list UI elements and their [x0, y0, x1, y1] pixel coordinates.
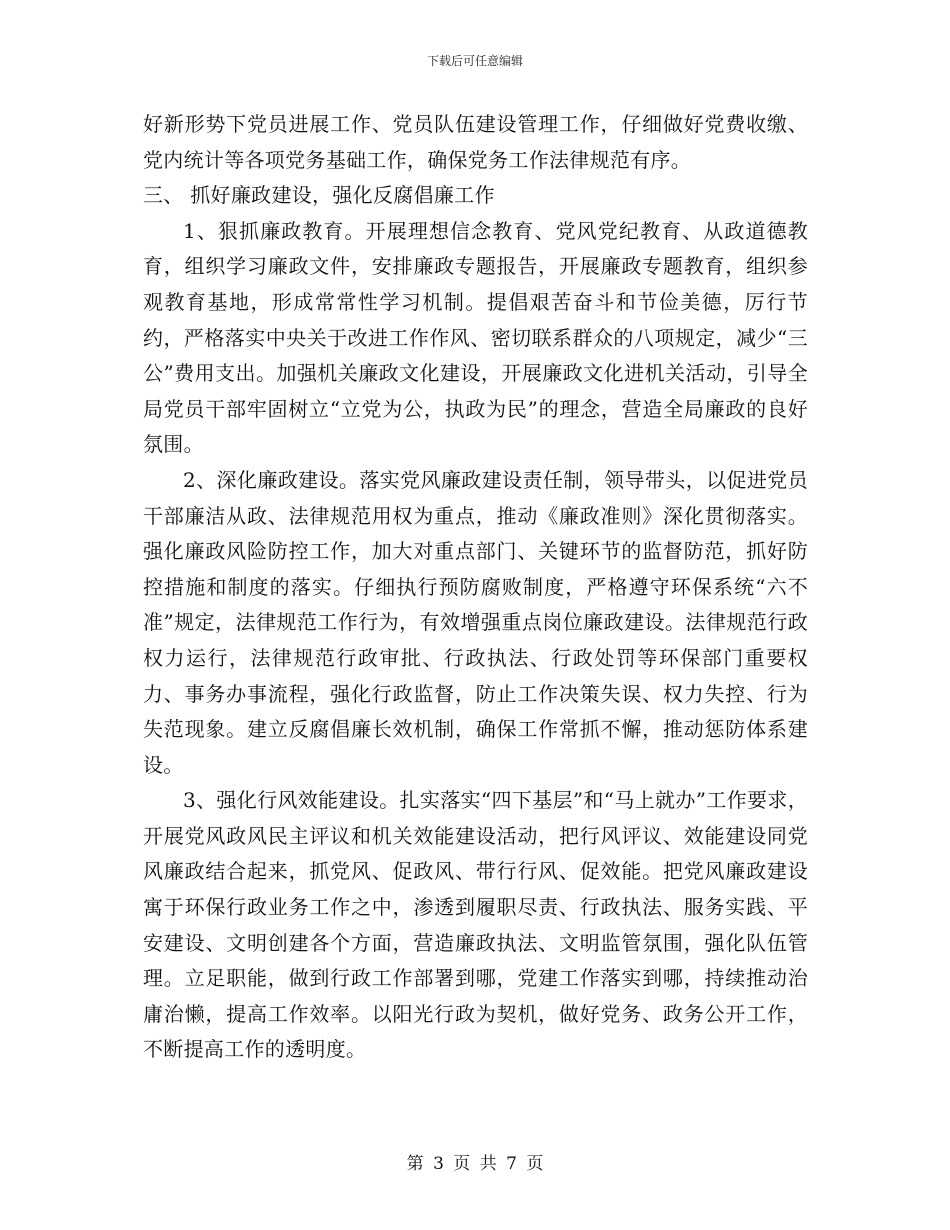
paragraph-item-3: 3、强化行风效能建设。扎实落实“四下基层”和“马上就办”工作要求，开展党风政风民主评议和机关效能建设活动，把行风评议、效能建设同党风廉政结合起来，抓党风、促政风、带行行风、促效能。把党风廉政建设寓于环保行政业务工作之中，渗透到履职尽责、行政执法、服务实践、平安建设、文明创建各个方面，营造廉政执法、文明监管氛围，强化队伍管理。立足职能，做到行政工作部署到哪，党建工作落实到哪，持续推动治庸治懒，提高工作效率。以阳光行政为契机，做好党务、政务公开工作，不断提高工作的透明度。: [143, 788, 808, 1062]
paragraph-continuation: 好新形势下党员进展工作、党员队伍建设管理工作，仔细做好党费收缴、党内统计等各项党务基础工作，确保党务工作法律规范有序。: [143, 112, 808, 172]
page-header: 下载后可任意编辑: [426, 54, 523, 68]
paragraph-item-1: 1、狠抓廉政教育。开展理想信念教育、党风党纪教育、从政道德教育，组织学习廉政文件，安排廉政专题报告，开展廉政专题教育，组织参观教育基地，形成常常性学习机制。提倡艰苦奋斗和节俭美德，厉行节约，严格落实中央关于改进工作作风、密切联系群众的八项规定，减少“三公”费用支出。加强机关廉政文化建设，开展廉政文化进机关活动，引导全局党员干部牢固树立“立党为公，执政为民”的理念，营造全局廉政的良好氛围。: [143, 218, 808, 457]
section-heading: 三、 抓好廉政建设，强化反腐倡廉工作: [143, 183, 495, 208]
paragraph-item-2: 2、深化廉政建设。落实党风廉政建设责任制，领导带头，以促进党员干部廉洁从政、法律规范用权为重点，推动《廉政准则》深化贯彻落实。强化廉政风险防控工作，加大对重点部门、关键环节的监督防范，抓好防控措施和制度的落实。仔细执行预防腐败制度，严格遵守环保系统“六不准”规定，法律规范工作行为，有效增强重点岗位廉政建设。法律规范行政权力运行，法律规范行政审批、行政执法、行政处罚等环保部门重要权力、事务办事流程，强化行政监督，防止工作决策失误、权力失控、行为失范现象。建立反腐倡廉长效机制，确保工作常抓不懈，推动惩防体系建设。: [143, 467, 808, 777]
page-number-footer: 第 3 页 共 7 页: [406, 1154, 544, 1174]
document-body: [143, 107, 808, 1068]
